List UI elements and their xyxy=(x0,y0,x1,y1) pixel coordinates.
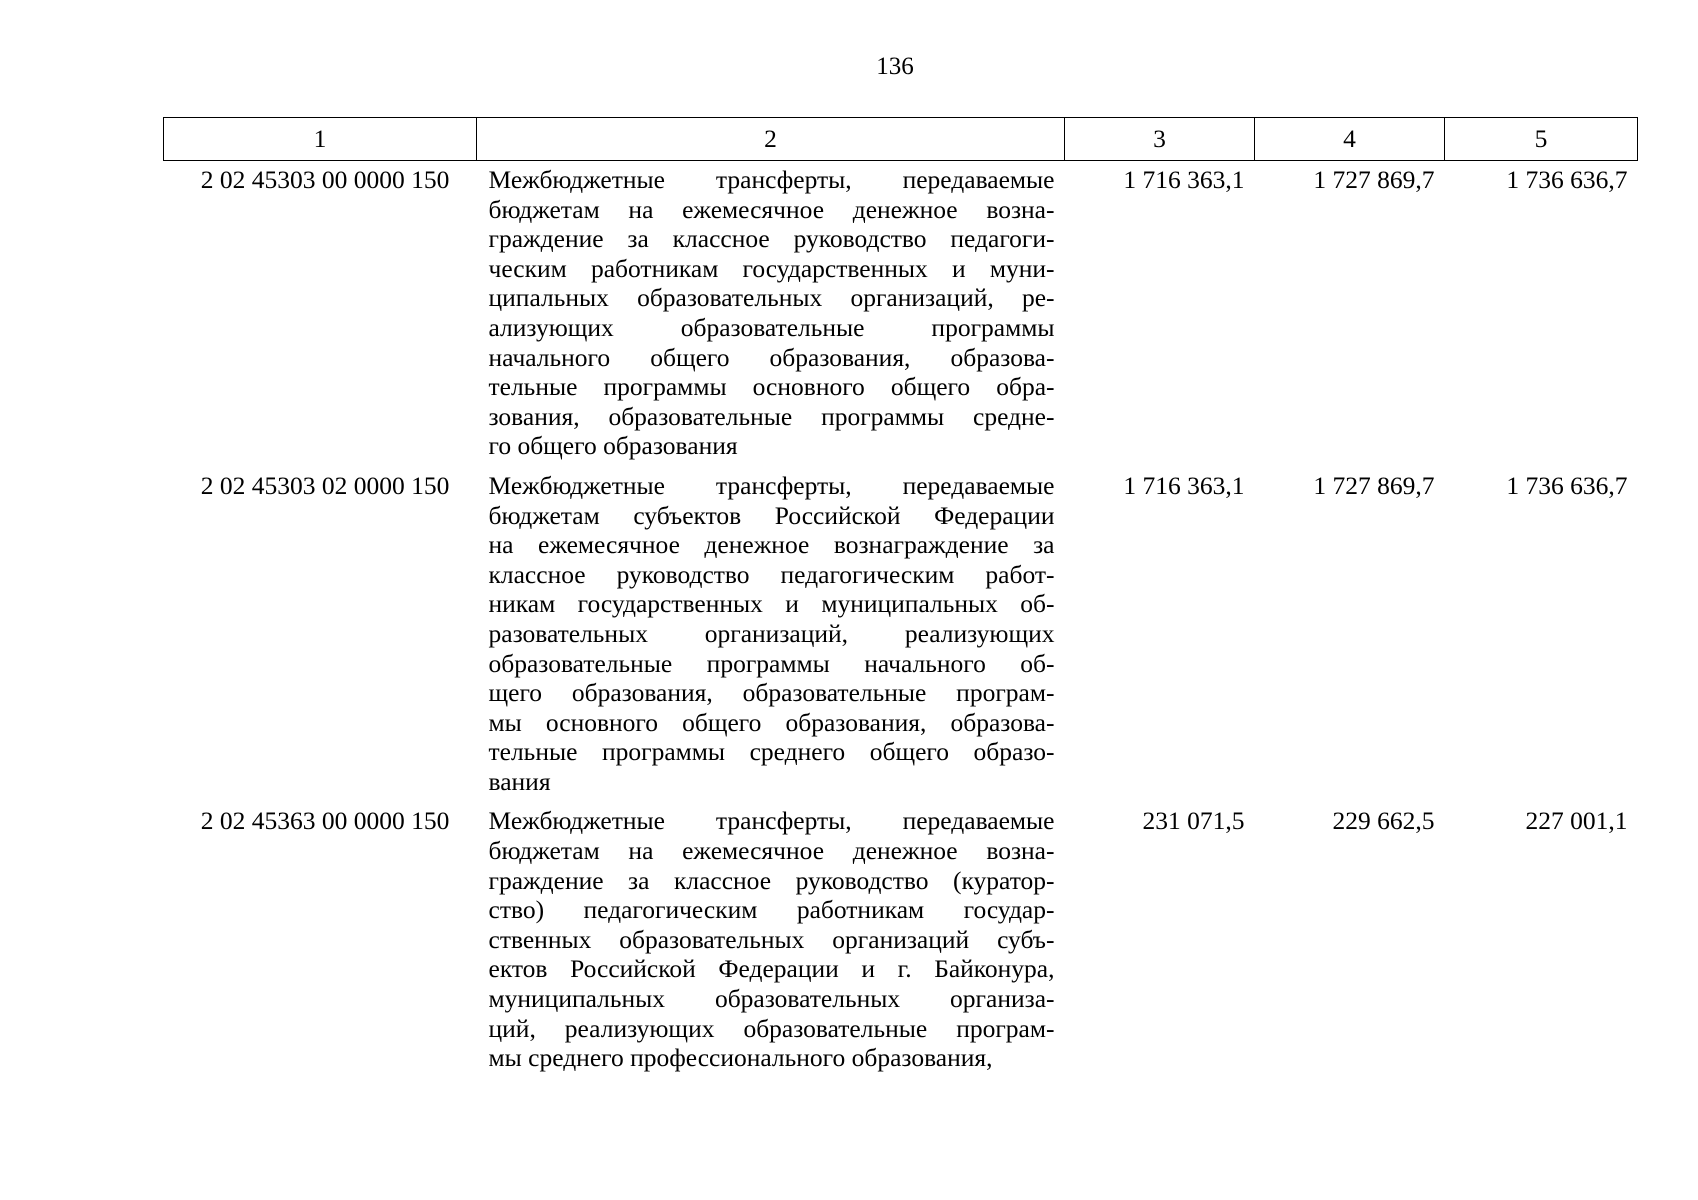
description-line: ций, реализующих образовательные програм- xyxy=(488,1013,1055,1043)
description-line: на ежемесячное денежное вознаграждение за xyxy=(488,530,1055,560)
description-line: ство) педагогическим работникам государ- xyxy=(488,895,1055,925)
description-line: тельные программы основного общего обра- xyxy=(488,372,1055,402)
description-line: бюджетам на ежемесячное денежное возна- xyxy=(488,836,1055,866)
description-line: муниципальных образовательных организа- xyxy=(488,984,1055,1014)
value-col-4: 1 727 869,7 xyxy=(1313,470,1435,500)
value-col-4: 1 727 869,7 xyxy=(1313,165,1435,194)
description-line: граждение за классное руководство педагоги- xyxy=(488,224,1055,254)
budget-code: 2 02 45303 02 0000 150 xyxy=(200,470,450,500)
description-line: ципальных образовательных организаций, ре- xyxy=(488,283,1055,313)
value-col-4: 229 662,5 xyxy=(1332,806,1435,836)
description-line: никам государственных и муниципальных об- xyxy=(488,589,1055,619)
row-description xyxy=(477,461,1065,797)
table-row xyxy=(164,161,1638,461)
description-line: бюджетам субъектов Российской Федерации xyxy=(488,500,1055,530)
description-line: Межбюджетные трансферты, передаваемые xyxy=(488,470,1055,500)
description-line: ализующих образовательные программы xyxy=(488,312,1055,342)
table-row xyxy=(164,796,1638,1072)
page-number: 136 xyxy=(876,53,914,80)
header-col-1: 1 xyxy=(164,118,477,161)
description-line: Межбюджетные трансферты, передаваемые xyxy=(488,806,1055,836)
budget-code: 2 02 45363 00 0000 150 xyxy=(200,806,450,836)
description-line: вания xyxy=(488,766,551,796)
description-line: классное руководство педагогическим работ- xyxy=(488,559,1055,589)
row-description xyxy=(477,796,1065,1072)
description-line: начального общего образования, образова- xyxy=(488,342,1055,372)
description-line: тельные программы среднего общего образо- xyxy=(488,737,1055,767)
table-body xyxy=(164,161,1638,1073)
header-col-5: 5 xyxy=(1445,118,1638,161)
table-row xyxy=(164,461,1638,797)
description-line: граждение за классное руководство (куратор- xyxy=(488,865,1055,895)
description-line: мы основного общего образования, образова- xyxy=(488,707,1055,737)
description-line: зования, образовательные программы средне- xyxy=(488,401,1055,431)
description-line: бюджетам на ежемесячное денежное возна- xyxy=(488,194,1055,224)
table-header-row xyxy=(164,118,1638,161)
value-col-3: 1 716 363,1 xyxy=(1123,165,1245,194)
header-col-2: 2 xyxy=(477,118,1065,161)
description-line: го общего образования xyxy=(488,431,738,461)
description-line: ческим работникам государственных и муни- xyxy=(488,253,1055,283)
value-col-5: 1 736 636,7 xyxy=(1506,470,1628,500)
value-col-5: 227 001,1 xyxy=(1525,806,1628,836)
description-line: образовательные программы начального об- xyxy=(488,648,1055,678)
value-col-5: 1 736 636,7 xyxy=(1506,165,1628,194)
description-line: ственных образовательных организаций субъ- xyxy=(488,924,1055,954)
value-col-3: 231 071,5 xyxy=(1142,806,1245,836)
budget-table xyxy=(163,117,1638,1073)
header-col-4: 4 xyxy=(1255,118,1445,161)
description-line: щего образования, образовательные програм- xyxy=(488,678,1055,708)
budget-code: 2 02 45303 00 0000 150 xyxy=(200,165,450,194)
description-line: мы среднего профессионального образования, xyxy=(488,1043,993,1073)
header-col-3: 3 xyxy=(1065,118,1255,161)
description-line: разовательных организаций, реализующих xyxy=(488,618,1055,648)
description-line: Межбюджетные трансферты, передаваемые xyxy=(488,165,1055,194)
value-col-3: 1 716 363,1 xyxy=(1123,470,1245,500)
row-description xyxy=(477,161,1065,461)
description-line: ектов Российской Федерации и г. Байконура, xyxy=(488,954,1055,984)
